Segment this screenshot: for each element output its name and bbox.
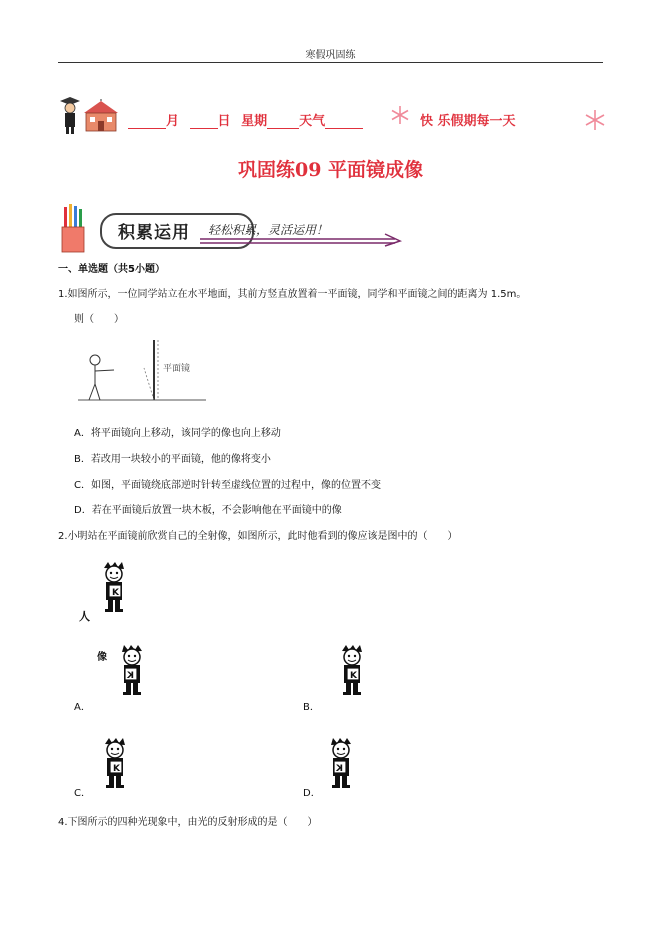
boy-option-b-figure[interactable]	[338, 645, 370, 697]
boy-option-c-figure[interactable]	[101, 738, 133, 790]
weekday-label: 星期	[241, 114, 268, 129]
part-heading: 一、单选题（共5小题）	[58, 264, 165, 275]
page-title: 巩固练09 平面镜成像	[237, 159, 424, 181]
header-title: 寒假巩固练	[305, 50, 356, 61]
q1-text: 1.如图所示，一位同学站立在水平地面，其前方竖直放置着一平面镜，同学和平面镜之间的距离为 1.5m。	[58, 289, 527, 300]
boy-option-a-figure[interactable]	[118, 645, 150, 697]
q2-option-d[interactable]: D．	[303, 788, 321, 799]
snowflake-icon	[390, 105, 410, 125]
boy-option-d-figure[interactable]	[327, 738, 359, 790]
q1-option-b[interactable]: B．若改用一块较小的平面镜，他的像将变小	[74, 454, 271, 465]
section-label: 积累运用	[118, 223, 190, 243]
snowflake-icon	[584, 109, 606, 131]
weather-label: 天气	[299, 114, 326, 129]
boy-person-figure	[100, 562, 132, 614]
q1-option-a[interactable]: A．将平面镜向上移动，该同学的像也向上移动	[74, 428, 281, 439]
mirror-label: 平面镜	[163, 364, 191, 374]
pencil-cup-icon	[60, 203, 86, 253]
q2-option-a[interactable]: A．	[74, 702, 91, 713]
q4-text: 4.下图所示的四种光现象中，由光的反射形成的是（ ）	[58, 817, 318, 828]
q2-option-b[interactable]: B．	[303, 702, 320, 713]
month-label: 月	[166, 114, 180, 129]
header-rule	[58, 62, 603, 63]
graduate-icon	[58, 95, 82, 135]
q1-text-2: 则（ ）	[74, 314, 124, 325]
q2-text: 2.小明站在平面镜前欣赏自己的全射像，如图所示，此时他看到的像应该是图中的（ ）	[58, 531, 458, 542]
person-label: 人	[79, 610, 90, 623]
image-label: 像	[97, 652, 107, 663]
school-icon	[82, 99, 120, 133]
q1-option-d[interactable]: D．若在平面镜后放置一块木板，不会影响他在平面镜中的像	[74, 505, 342, 516]
arrow-underline	[200, 233, 405, 247]
section-banner	[60, 203, 410, 255]
date-banner	[58, 95, 608, 137]
q2-option-c[interactable]: C．	[74, 788, 91, 799]
day-label: 日	[217, 114, 231, 129]
q1-option-c[interactable]: C．如图，平面镜绕底部逆时针转至虚线位置的过程中，像的位置不变	[74, 480, 381, 491]
banner-slogan: 快 乐假期每一天	[420, 114, 516, 129]
section-slogan: 轻松积累，灵活运用！	[208, 223, 329, 237]
